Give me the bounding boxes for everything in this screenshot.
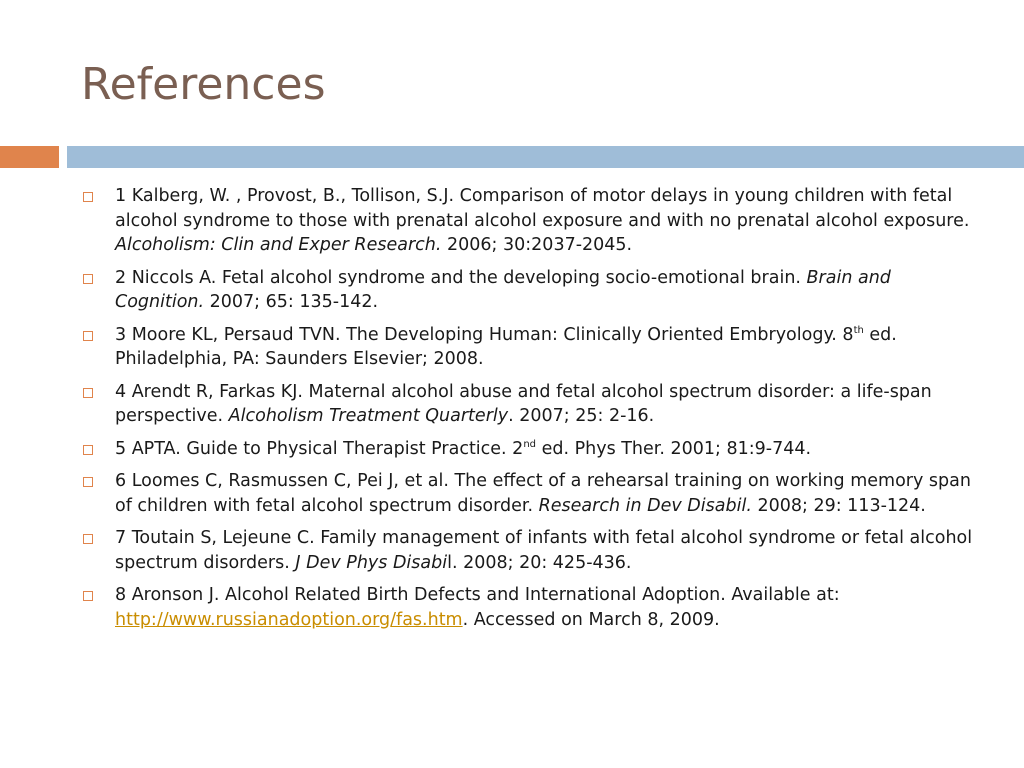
citation-details: l. 2008; 20: 425-436. <box>447 552 632 573</box>
reference-text: 2 Niccols A. Fetal alcohol syndrome and the developing socio-emotional brain. <box>115 267 807 288</box>
citation-details: 2006; 30:2037-2045. <box>441 235 633 255</box>
hollow-square-bullet-icon <box>83 591 93 601</box>
hollow-square-bullet-icon <box>83 192 93 202</box>
journal-title: Brain and Cognition. <box>115 267 891 312</box>
hollow-square-bullet-icon <box>83 477 93 487</box>
journal-title: Research in Dev Disabil. <box>538 495 752 516</box>
reference-item-3 <box>81 323 981 372</box>
reference-text: 7 Toutain S, Lejeune C. Family management of infants with fetal alcohol syndrome or fetal alcohol spectrum disorders. <box>115 528 973 573</box>
reference-item-2 <box>81 266 981 315</box>
citation-details: ed. Phys Ther. 2001; 81:9-744. <box>536 438 812 459</box>
hollow-square-bullet-icon <box>83 331 93 341</box>
reference-item-5 <box>81 437 981 462</box>
citation-details: 2007; 65: 135-142. <box>204 292 379 312</box>
reference-item-1 <box>81 184 981 258</box>
reference-item-8 <box>81 583 981 632</box>
reference-item-7 <box>81 526 981 575</box>
reference-item-4 <box>81 380 981 429</box>
reference-text: 3 Moore KL, Persaud TVN. The Developing Human: Clinically Oriented Embryology. 8 <box>115 324 854 345</box>
reference-text: 6 Loomes C, Rasmussen C, Pei J, et al. The effect of a rehearsal training on working memory span of children with fetal alcohol spectrum disorder. <box>115 471 971 516</box>
reference-url-link[interactable]: http://www.russianadoption.org/fas.htm <box>115 609 463 630</box>
hollow-square-bullet-icon <box>83 274 93 284</box>
page-title: References <box>81 59 326 110</box>
reference-list <box>81 184 981 640</box>
citation-details: 2008; 29: 113-124. <box>751 495 926 516</box>
journal-title: Alcoholism: Clin and Exper Research. <box>115 235 442 255</box>
reference-text: 4 Arendt R, Farkas KJ. Maternal alcohol abuse and fetal alcohol spectrum disorder: a life-span perspective. <box>115 381 932 426</box>
reference-text: 8 Aronson J. Alcohol Related Birth Defects and International Adoption. Available at: <box>115 585 840 605</box>
edition-superscript: th <box>853 324 864 336</box>
citation-details: . 2007; 25: 2-16. <box>508 406 655 426</box>
journal-title: J Dev Phys Disabi <box>295 552 448 573</box>
hollow-square-bullet-icon <box>83 534 93 544</box>
edition-superscript: nd <box>523 438 536 450</box>
header-divider-bar <box>67 146 1024 168</box>
citation-details: . Accessed on March 8, 2009. <box>462 609 720 630</box>
citation-details: ed. Philadelphia, PA: Saunders Elsevier; 2008. <box>115 324 897 369</box>
reference-text: 1 Kalberg, W. , Provost, B., Tollison, S.J. Comparison of motor delays in young children with fetal alcohol syndrome to those with prenatal alcohol exposure and with no prenatal alcohol exposure. <box>115 186 970 231</box>
hollow-square-bullet-icon <box>83 445 93 455</box>
reference-item-6 <box>81 469 981 518</box>
accent-bar <box>0 146 59 168</box>
hollow-square-bullet-icon <box>83 388 93 398</box>
journal-title: Alcoholism Treatment Quarterly <box>228 406 509 426</box>
reference-text: 5 APTA. Guide to Physical Therapist Practice. 2 <box>115 438 524 459</box>
